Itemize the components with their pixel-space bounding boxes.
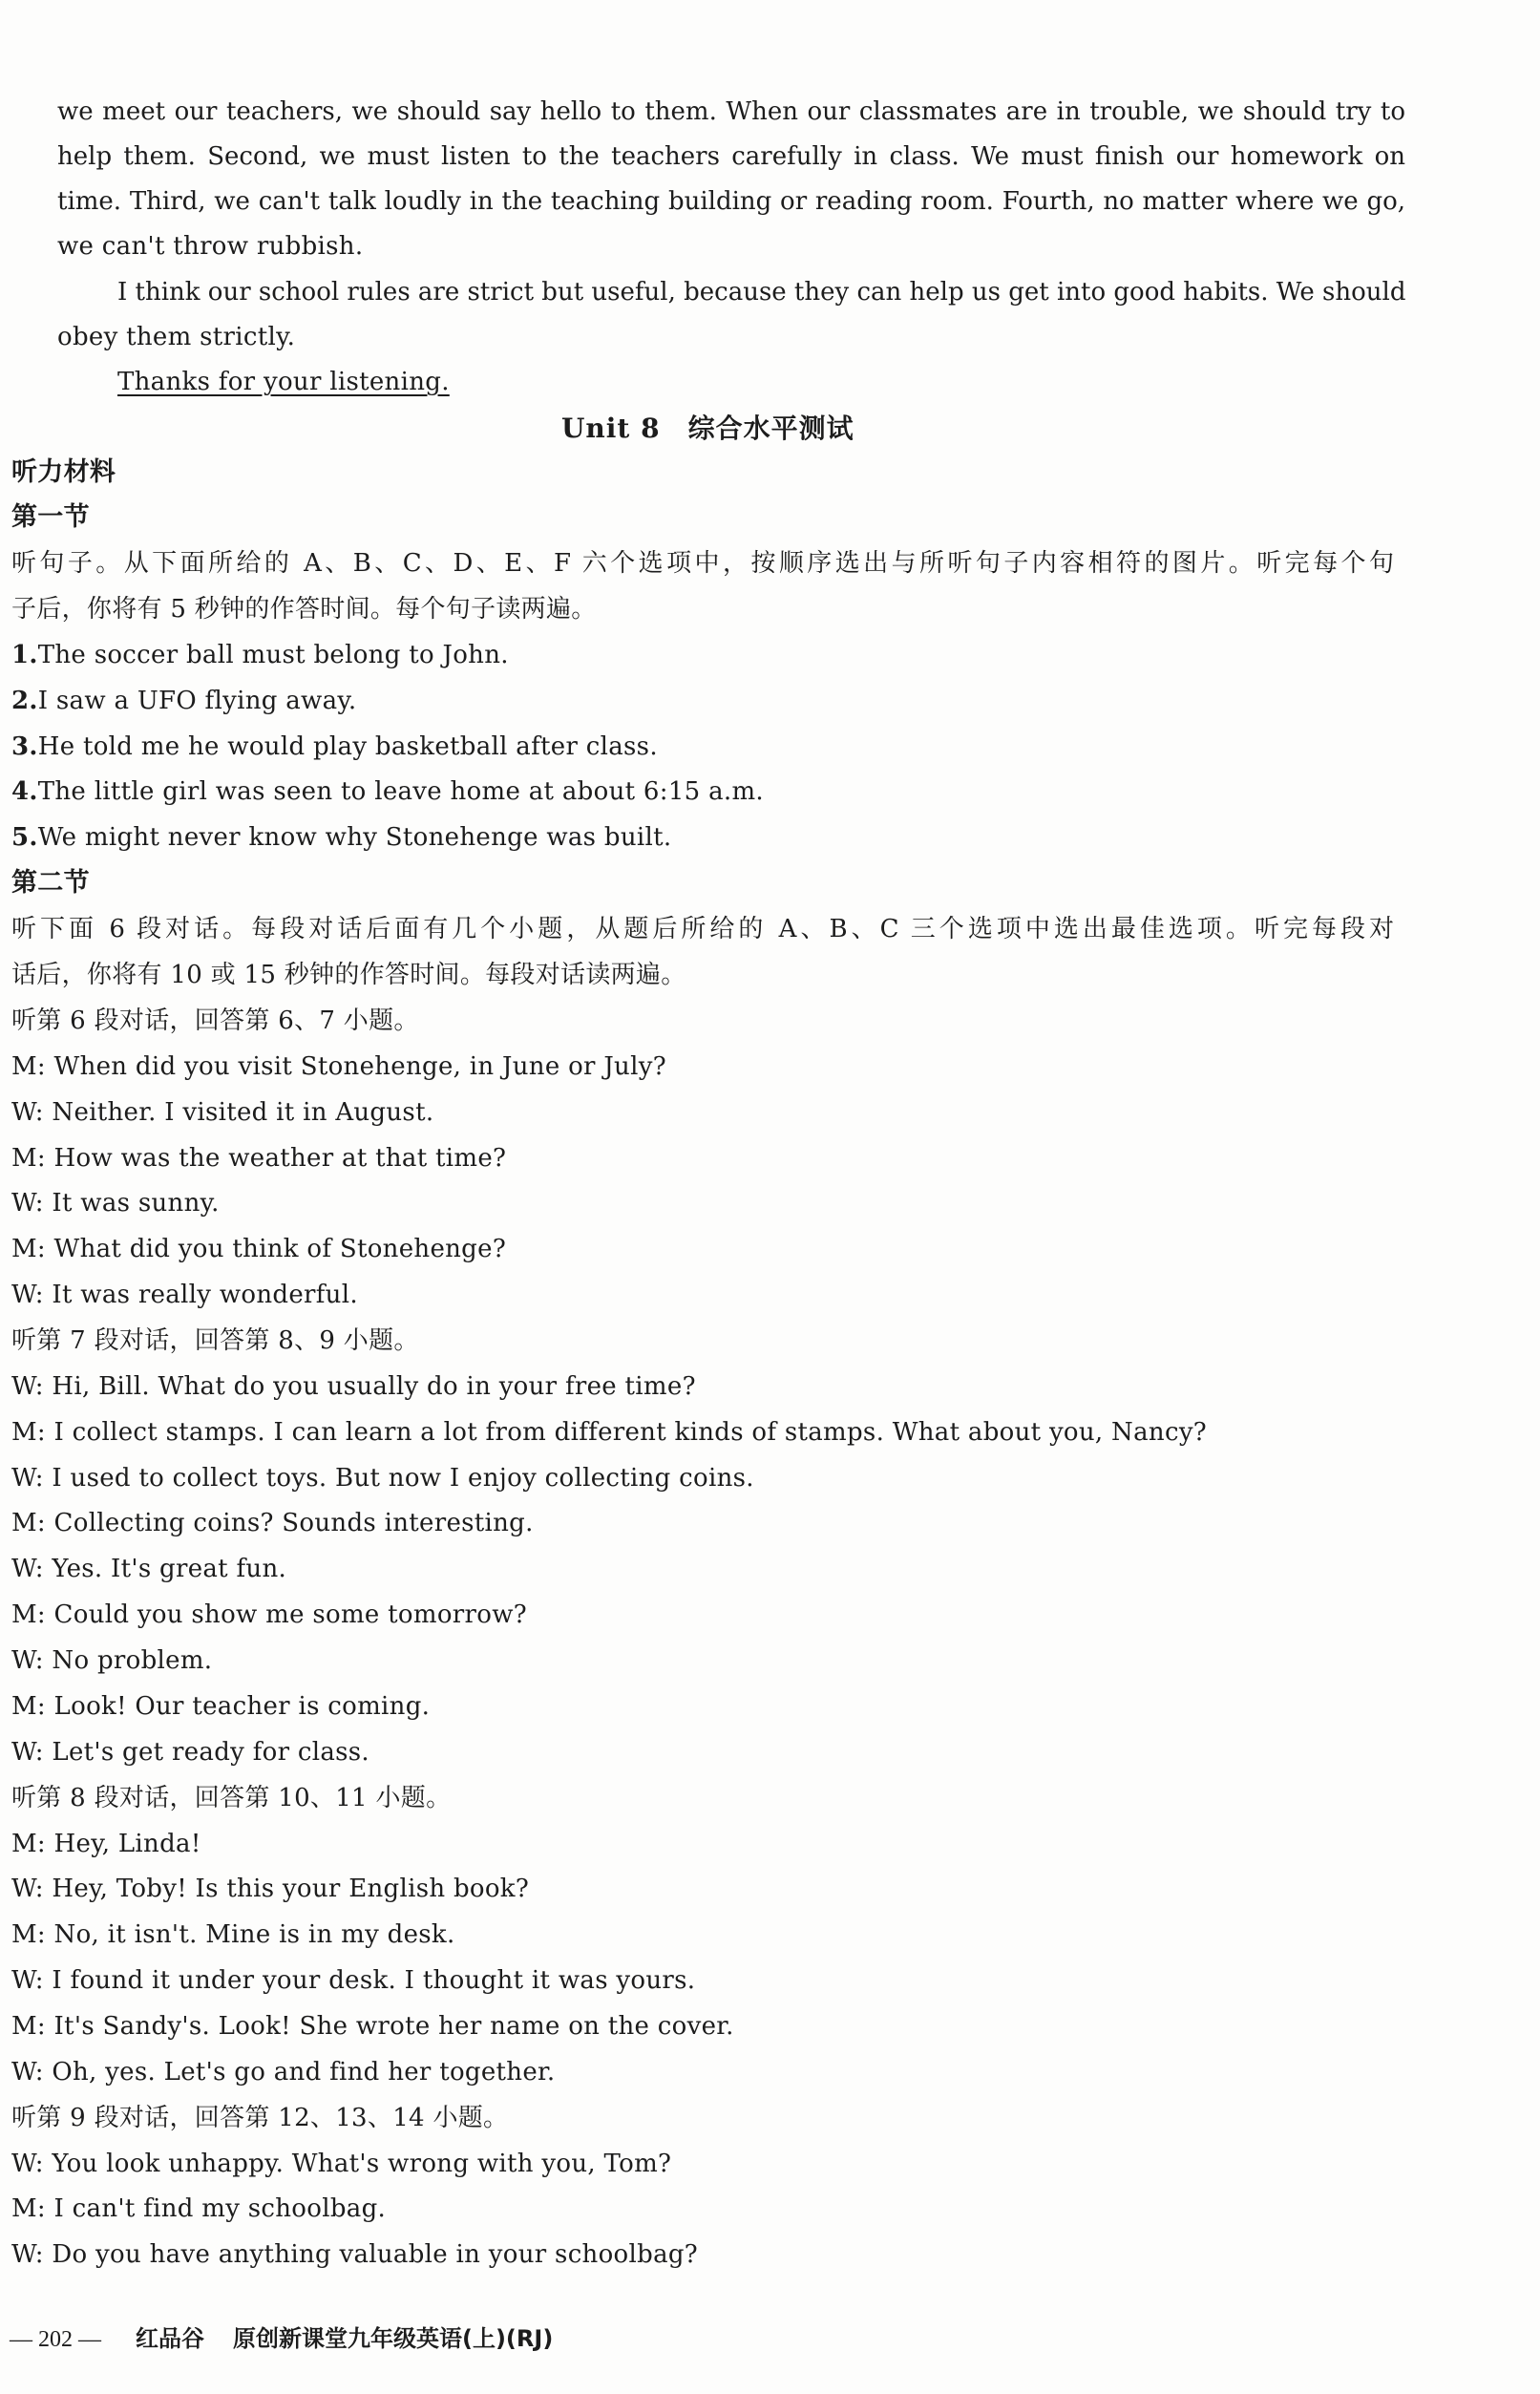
section-heading: 第二节 <box>11 868 90 898</box>
passage-paragraph-line: I think our school rules are strict but useful, because they can help us get into good habits. We should <box>117 278 1406 307</box>
dialog-line: M: How was the weather at that time? <box>11 1144 507 1173</box>
dialog-line: M: It's Sandy's. Look! She wrote her name on the cover. <box>11 2012 734 2041</box>
dialog-header: 听第 9 段对话，回答第 12、13、14 小题。 <box>11 2104 509 2132</box>
section-heading: 第一节 <box>11 502 90 532</box>
dialog-line: W: Hey, Toby! Is this your English book? <box>11 1875 530 1903</box>
sentence-item <box>11 821 671 854</box>
item-number: 2. <box>11 687 38 715</box>
dialog-line: M: I collect stamps. I can learn a lot from different kinds of stamps. What about you, Nancy? <box>11 1418 1208 1447</box>
dialog-line: W: Hi, Bill. What do you usually do in your free time? <box>11 1372 696 1401</box>
sentence-item <box>11 685 357 717</box>
section-instructions: 听句子。从下面所给的 A、B、C、D、E、F 六个选项中，按顺序选出与所听句子内容相符的图片。听完每个句 <box>11 549 1394 578</box>
sentence-item <box>11 775 764 808</box>
dialog-line: M: What did you think of Stonehenge? <box>11 1235 507 1263</box>
item-number: 1. <box>11 641 38 669</box>
dialog-line: W: Do you have anything valuable in your schoolbag? <box>11 2240 699 2269</box>
item-text: The little girl was seen to leave home at about 6:15 a.m. <box>37 777 764 806</box>
dialog-line: M: Look! Our teacher is coming. <box>11 1692 431 1721</box>
item-text: I saw a UFO flying away. <box>37 687 357 715</box>
sentence-item <box>11 731 658 763</box>
brand-name: 红品谷 <box>136 2325 204 2352</box>
dialog-line: W: I used to collect toys. But now I enjoy collecting coins. <box>11 1464 754 1493</box>
passage-paragraph-line: obey them strictly. <box>57 323 296 351</box>
item-text: He told me he would play basketball after class. <box>37 732 658 761</box>
item-number: 4. <box>11 777 38 806</box>
dialog-line: M: When did you visit Stonehenge, in June or July? <box>11 1052 666 1081</box>
dialog-header: 听第 6 段对话，回答第 6、7 小题。 <box>11 1006 419 1035</box>
item-text: We might never know why Stonehenge was built. <box>37 823 672 852</box>
listening-materials-heading: 听力材料 <box>11 457 116 487</box>
sentence-item <box>11 639 509 671</box>
item-number: 3. <box>11 732 38 761</box>
passage-line: time. Third, we can't talk loudly in the teaching building or reading room. Fourth, no matter where we go, <box>57 187 1405 216</box>
dialog-line: M: Collecting coins? Sounds interesting. <box>11 1509 534 1537</box>
passage-closing: Thanks for your listening. <box>117 368 450 396</box>
dialog-line: W: No problem. <box>11 1646 213 1675</box>
dialog-line: M: Hey, Linda! <box>11 1830 201 1858</box>
dialog-line: M: No, it isn't. Mine is in my desk. <box>11 1920 455 1949</box>
passage-line: help them. Second, we must listen to the teachers carefully in class. We must finish our homework on <box>57 142 1405 171</box>
item-text: The soccer ball must belong to John. <box>37 641 509 669</box>
passage-line: we meet our teachers, we should say hello to them. When our classmates are in trouble, we should try to <box>57 97 1405 126</box>
dialog-line: M: Could you show me some tomorrow? <box>11 1600 527 1629</box>
dialog-line: W: You look unhappy. What's wrong with you, Tom? <box>11 2150 672 2178</box>
dialog-line: W: Oh, yes. Let's go and find her together. <box>11 2058 556 2087</box>
dialog-header: 听第 8 段对话，回答第 10、11 小题。 <box>11 1784 452 1812</box>
dialog-line: W: Neither. I visited it in August. <box>11 1098 434 1127</box>
dialog-line: W: It was really wonderful. <box>11 1281 358 1309</box>
dialog-line: W: Yes. It's great fun. <box>11 1555 287 1583</box>
dialog-line: W: I found it under your desk. I thought it was yours. <box>11 1966 696 1995</box>
section-instructions: 话后，你将有 10 或 15 秒钟的作答时间。每段对话读两遍。 <box>11 961 686 989</box>
page-footer <box>10 2322 553 2356</box>
dialog-header: 听第 7 段对话，回答第 8、9 小题。 <box>11 1326 419 1355</box>
dialog-line: M: I can't find my schoolbag. <box>11 2194 387 2223</box>
book-title: 原创新课堂九年级英语(上)(RJ) <box>233 2325 554 2352</box>
unit-title: Unit 8 综合水平测试 <box>561 413 854 444</box>
section-instructions: 听下面 6 段对话。每段对话后面有几个小题，从题后所给的 A、B、C 三个选项中选出最佳选项。听完每段对 <box>11 915 1394 943</box>
item-number: 5. <box>11 823 38 852</box>
passage-line: we can't throw rubbish. <box>57 232 364 261</box>
dialog-line: W: Let's get ready for class. <box>11 1738 369 1767</box>
section-instructions: 子后，你将有 5 秒钟的作答时间。每个句子读两遍。 <box>11 595 597 624</box>
dialog-line: W: It was sunny. <box>11 1189 220 1218</box>
page-number: — 202 — <box>10 2327 101 2352</box>
